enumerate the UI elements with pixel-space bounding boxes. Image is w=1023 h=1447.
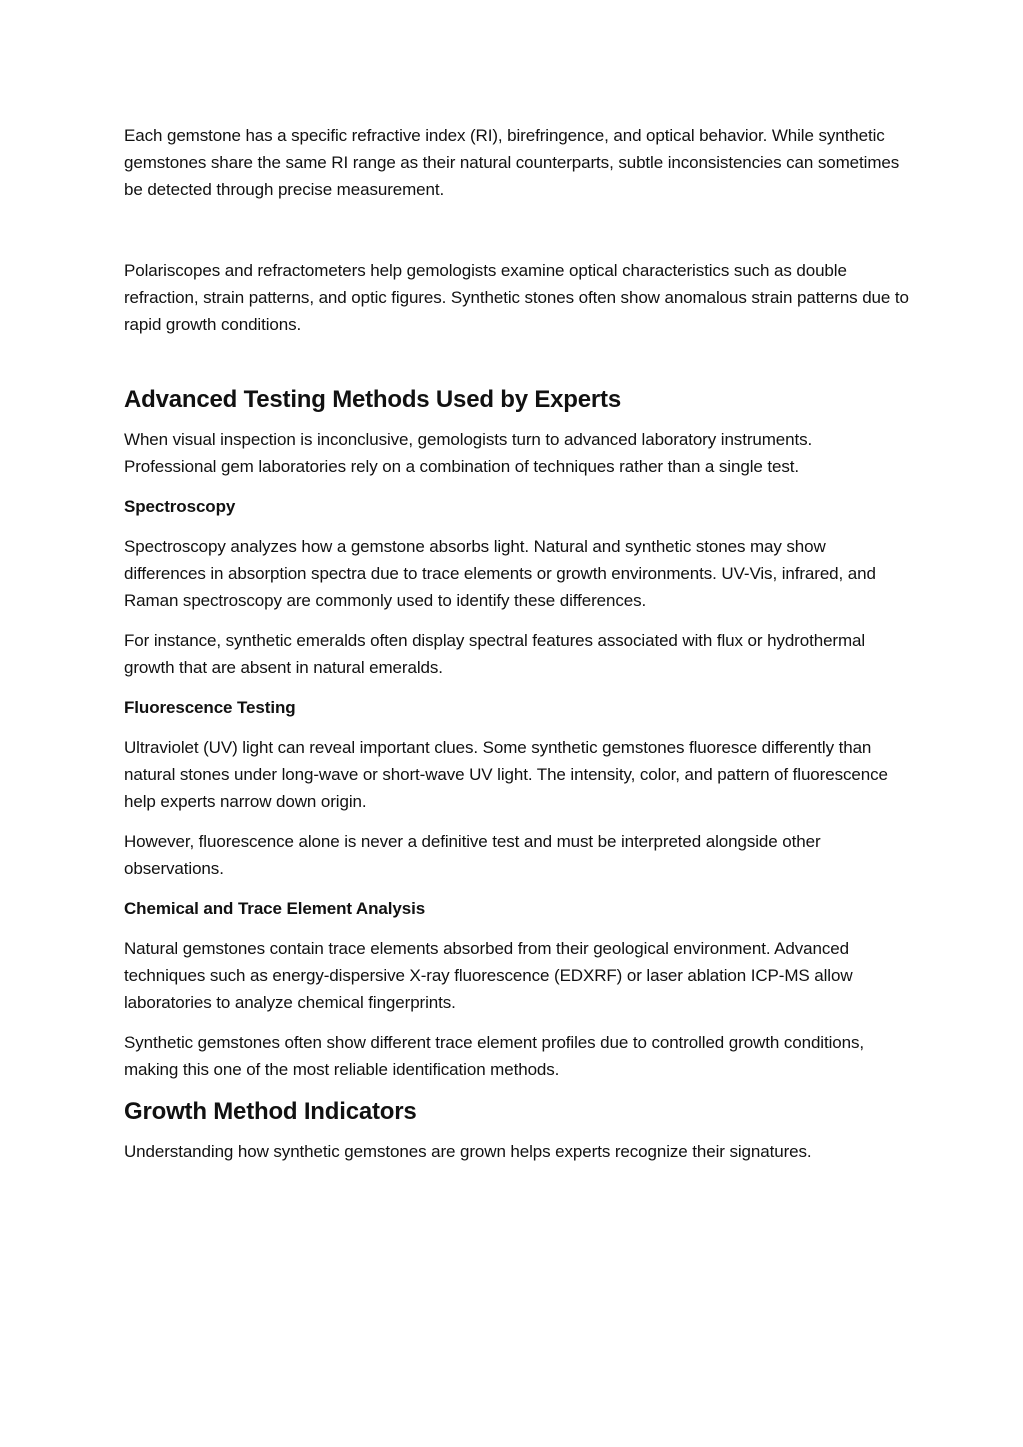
subheading-chemical-analysis: Chemical and Trace Element Analysis [124, 899, 426, 918]
chemical-paragraph-2: Synthetic gemstones often show different trace element profiles due to controlled growth conditions, making this one of the most reliable identification methods. [124, 1033, 865, 1079]
section-heading-advanced-testing: Advanced Testing Methods Used by Experts [124, 386, 621, 413]
spectroscopy-paragraph-2: For instance, synthetic emeralds often display spectral features associated with flux or hydrothermal growth that are absent in natural emeralds. [124, 631, 866, 677]
document-page [124, 122, 909, 1165]
growth-paragraph-1: Understanding how synthetic gemstones are grown helps experts recognize their signatures. [124, 1142, 812, 1161]
fluorescence-paragraph-1: Ultraviolet (UV) light can reveal important clues. Some synthetic gemstones fluoresce differently than natural stones under long-wave or short-wave UV light. The intensity, color, and pattern of fluorescence help experts narrow down origin. [124, 738, 888, 811]
intro-paragraph-polariscope: Polariscopes and refractometers help gemologists examine optical characteristics such as double refraction, strain patterns, and optic figures. Synthetic stones often show anomalous strain patterns due to rapid growth conditions. [124, 261, 909, 334]
chemical-paragraph-1: Natural gemstones contain trace elements absorbed from their geological environment. Advanced techniques such as energy-dispersive X-ray fluorescence (EDXRF) or laser ablation ICP-MS allow laboratories to analyze chemical fingerprints. [124, 939, 853, 1012]
section-heading-growth-indicators: Growth Method Indicators [124, 1098, 417, 1125]
subheading-fluorescence: Fluorescence Testing [124, 698, 296, 717]
fluorescence-paragraph-2: However, fluorescence alone is never a definitive test and must be interpreted alongside other observations. [124, 832, 821, 878]
advanced-intro-paragraph: When visual inspection is inconclusive, gemologists turn to advanced laboratory instruments. Professional gem laboratories rely on a combination of techniques rather than a single test. [124, 430, 813, 476]
subheading-spectroscopy: Spectroscopy [124, 497, 236, 516]
intro-paragraph-ri: Each gemstone has a specific refractive index (RI), birefringence, and optical behavior. While synthetic gemstones share the same RI range as their natural counterparts, subtle inconsistencies can sometimes be detected through precise measurement. [124, 126, 900, 199]
spectroscopy-paragraph-1: Spectroscopy analyzes how a gemstone absorbs light. Natural and synthetic stones may show differences in absorption spectra due to trace elements or growth environments. UV-Vis, infrared, and Raman spectroscopy are commonly used to identify these differences. [124, 537, 876, 610]
